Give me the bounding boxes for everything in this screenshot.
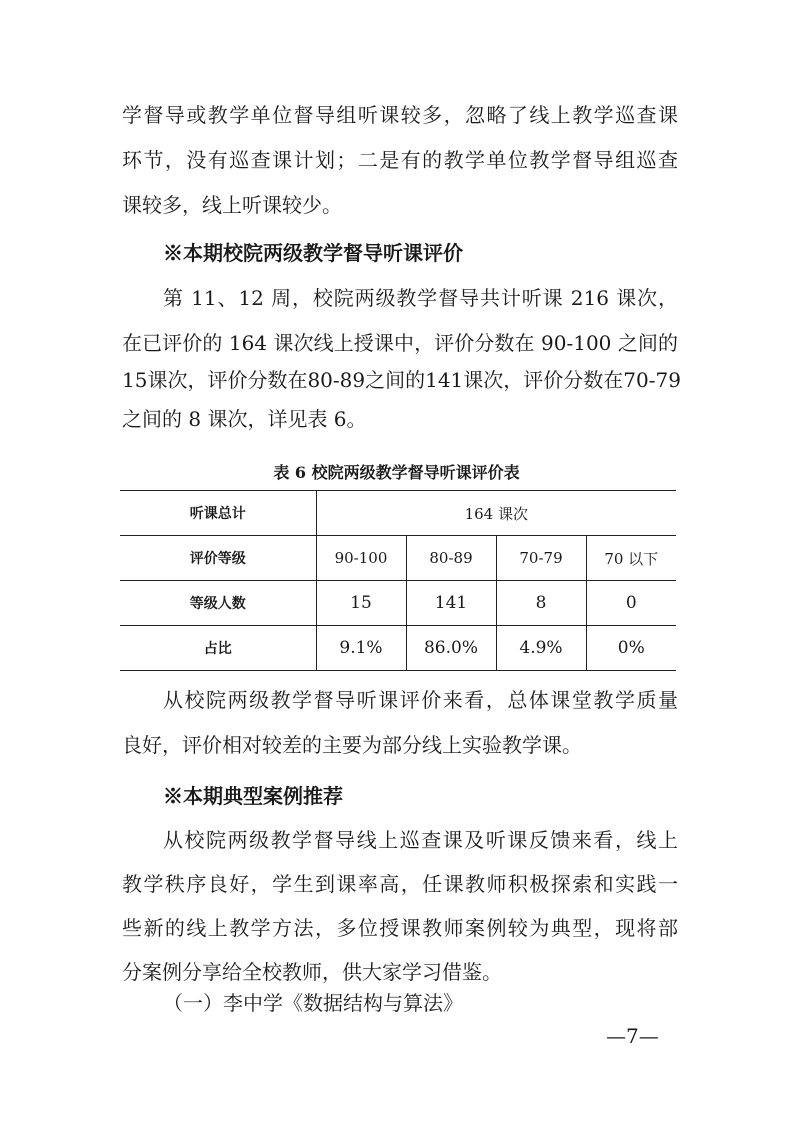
paragraph-line: 从校院两级教学督导线上巡查课及听课反馈来看，线上 xyxy=(163,828,678,852)
paragraph-line: 从校院两级教学督导听课评价来看，总体课堂教学质量 xyxy=(163,688,678,712)
paragraph-line: 课较多，线上听课较少。 xyxy=(122,193,342,217)
page-number: —7— xyxy=(606,1024,659,1048)
ratio-cell: 0% xyxy=(586,626,676,671)
paragraph-line: 些新的线上教学方法，多位授课教师案例较为典型，现将部 xyxy=(122,916,678,940)
count-cell: 15 xyxy=(316,581,406,626)
count-cell: 141 xyxy=(406,581,496,626)
ratio-cell: 86.0% xyxy=(406,626,496,671)
ratio-cell: 4.9% xyxy=(496,626,586,671)
ratio-cell: 9.1% xyxy=(316,626,406,671)
table-row xyxy=(120,581,676,626)
table-row xyxy=(120,626,676,671)
table-caption: 表 6 校院两级教学督导听课评价表 xyxy=(273,463,520,482)
paragraph-line: 在已评价的 164 课次线上授课中，评价分数在 90-100 之间的 xyxy=(122,331,678,355)
row-label-grade: 评价等级 xyxy=(120,536,316,581)
section-heading: ※本期典型案例推荐 xyxy=(163,784,343,808)
paragraph-line: 环节，没有巡查课计划；二是有的教学单位教学督导组巡查 xyxy=(122,148,678,172)
table-row xyxy=(120,491,676,536)
row-label-count: 等级人数 xyxy=(120,581,316,626)
grade-cell: 70 以下 xyxy=(586,536,676,581)
grade-cell: 70-79 xyxy=(496,536,586,581)
grade-cell: 80-89 xyxy=(406,536,496,581)
grade-cell: 90-100 xyxy=(316,536,406,581)
paragraph-line: 教学秩序良好，学生到课率高，任课教师积极探索和实践一 xyxy=(122,872,678,896)
count-cell: 8 xyxy=(496,581,586,626)
paragraph-line: 第 11、12 周，校院两级教学督导共计听课 216 课次， xyxy=(163,286,678,310)
count-cell: 0 xyxy=(586,581,676,626)
row-label-ratio: 占比 xyxy=(120,626,316,671)
row-label-total: 听课总计 xyxy=(120,491,316,536)
paragraph-line: 15课次，评价分数在80-89之间的141课次，评价分数在70-79 xyxy=(122,368,681,392)
paragraph-line: 之间的 8 课次，详见表 6。 xyxy=(122,407,367,431)
paragraph-line: 良好，评价相对较差的主要为部分线上实验教学课。 xyxy=(122,733,582,757)
paragraph-line: 分案例分享给全校教师，供大家学习借鉴。 xyxy=(122,960,502,984)
total-value: 164 课次 xyxy=(316,491,676,536)
section-heading: ※本期校院两级教学督导听课评价 xyxy=(163,241,463,265)
evaluation-table xyxy=(120,490,676,671)
case-item-title: （一）李中学《数据结构与算法》 xyxy=(163,991,463,1015)
paragraph-line: 学督导或教学单位督导组听课较多，忽略了线上教学巡查课 xyxy=(122,103,678,127)
table-row xyxy=(120,536,676,581)
